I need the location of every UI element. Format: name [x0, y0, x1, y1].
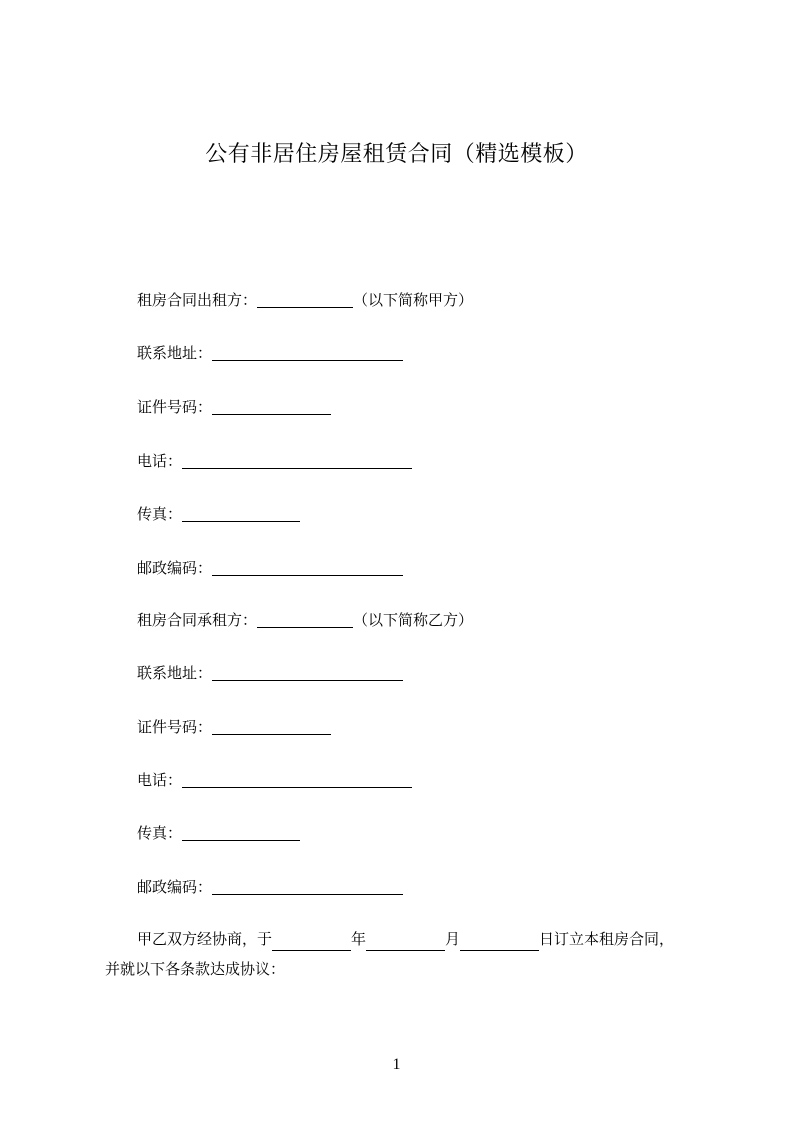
party-b-fax-label: 传真：	[137, 824, 183, 842]
party-b-postcode-label: 邮政编码：	[137, 878, 213, 896]
party-a-id-label: 证件号码：	[137, 398, 213, 416]
lessor-suffix: （以下简称甲方）	[353, 291, 474, 309]
party-a-phone-row	[137, 450, 412, 472]
agreement-month-blank[interactable]	[366, 934, 445, 951]
party-b-phone-label: 电话：	[137, 771, 183, 789]
party-b-phone-row	[137, 769, 412, 791]
party-b-phone-blank[interactable]	[182, 771, 412, 788]
lessee-suffix: （以下简称乙方）	[353, 611, 474, 629]
party-b-address-blank[interactable]	[212, 664, 403, 681]
party-a-phone-blank[interactable]	[182, 452, 412, 469]
party-a-postcode-label: 邮政编码：	[137, 559, 213, 577]
lessor-row	[137, 289, 473, 311]
agreement-year-label: 年	[351, 930, 367, 948]
agreement-line-1	[105, 924, 705, 954]
page-number: 1	[392, 1056, 401, 1073]
party-b-fax-row	[137, 822, 300, 844]
party-a-postcode-blank[interactable]	[212, 559, 403, 576]
party-a-postcode-row	[137, 557, 403, 579]
party-a-address-row	[137, 342, 403, 364]
party-a-fax-blank[interactable]	[182, 505, 300, 522]
agreement-day-suffix: 日订立本租房合同，	[539, 930, 675, 948]
agreement-paragraph	[105, 924, 705, 984]
party-a-address-blank[interactable]	[212, 344, 403, 361]
document-title: 公有非居住房屋租赁合同（精选模板）	[205, 142, 588, 167]
lessor-label: 租房合同出租方：	[137, 291, 258, 309]
party-b-postcode-blank[interactable]	[212, 878, 403, 895]
party-a-fax-label: 传真：	[137, 505, 183, 523]
agreement-day-blank[interactable]	[460, 934, 539, 951]
party-b-id-row	[137, 716, 331, 738]
party-a-phone-label: 电话：	[137, 452, 183, 470]
party-b-postcode-row	[137, 876, 403, 898]
party-a-id-blank[interactable]	[212, 398, 331, 415]
party-b-address-label: 联系地址：	[137, 664, 213, 682]
agreement-prefix: 甲乙双方经协商，于	[137, 930, 273, 948]
party-b-id-blank[interactable]	[212, 718, 331, 735]
agreement-line-2: 并就以下各条款达成协议：	[105, 960, 286, 978]
lessee-row	[137, 609, 473, 631]
lessee-label: 租房合同承租方：	[137, 611, 258, 629]
party-b-address-row	[137, 662, 403, 684]
party-a-fax-row	[137, 503, 300, 525]
party-a-id-row	[137, 396, 331, 418]
party-b-id-label: 证件号码：	[137, 718, 213, 736]
agreement-month-label: 月	[445, 930, 461, 948]
party-b-fax-blank[interactable]	[182, 824, 300, 841]
lessor-name-blank[interactable]	[257, 291, 353, 308]
lessee-name-blank[interactable]	[257, 611, 353, 628]
agreement-year-blank[interactable]	[272, 934, 351, 951]
party-a-address-label: 联系地址：	[137, 344, 213, 362]
